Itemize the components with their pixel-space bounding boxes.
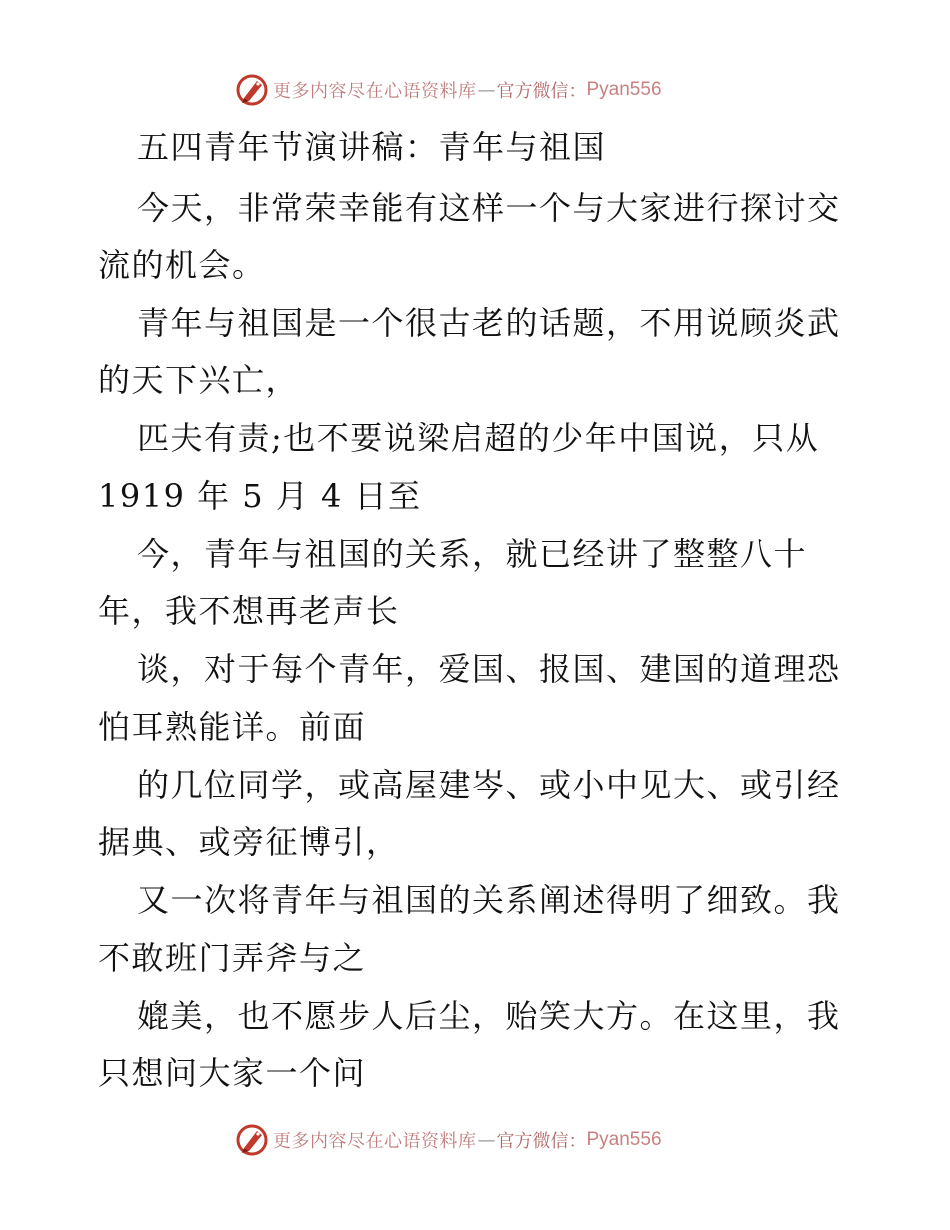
- banner-wechat-label: 官方微信：: [496, 1131, 587, 1152]
- paragraph-line: 又一次将青年与祖国的关系阐述得明了细致。我: [137, 881, 841, 919]
- paragraph-line: 匹夫有责;也不要说梁启超的少年中国说，只从: [137, 419, 820, 457]
- paragraph-line: 谈，对于每个青年，爱国、报国、建国的道理恐: [137, 650, 841, 688]
- banner-dash: —: [477, 1129, 496, 1151]
- paragraph-line: 媲美，也不愿步人后尘，贻笑大方。在这里，我: [137, 997, 841, 1035]
- banner-dash: —: [477, 79, 496, 101]
- banner-site-text: 更多内容尽在心语资料库: [273, 1131, 477, 1152]
- paragraph-line: 的天下兴亡，: [98, 361, 300, 399]
- banner-site-text: 更多内容尽在心语资料库: [273, 81, 477, 102]
- paragraph-line: 年，我不想再老声长: [98, 592, 400, 630]
- pen-logo-icon: [235, 1123, 269, 1157]
- banner-wechat-label: 官方微信：: [496, 81, 587, 102]
- paragraph-line: 今天，非常荣幸能有这样一个与大家进行探讨交: [137, 189, 841, 227]
- header-watermark-banner: [235, 73, 662, 107]
- paragraph-line: 1919 年 5 月 4 日至: [98, 477, 422, 515]
- banner-wechat-id: Pyan556: [586, 79, 662, 100]
- document-title: 五四青年节演讲稿：青年与祖国: [137, 128, 607, 166]
- pen-logo-icon: [235, 73, 269, 107]
- paragraph-line: 怕耳熟能详。前面: [98, 708, 367, 746]
- paragraph-line: 青年与祖国是一个很古老的话题，不用说顾炎武: [137, 304, 841, 342]
- paragraph-line: 流的机会。: [98, 246, 266, 284]
- paragraph-line: 只想问大家一个问: [98, 1054, 367, 1092]
- paragraph-line: 据典、或旁征博引，: [98, 823, 400, 861]
- banner-wechat-id: Pyan556: [586, 1129, 662, 1150]
- paragraph-line: 今，青年与祖国的关系，就已经讲了整整八十: [137, 535, 808, 573]
- paragraph-line: 不敢班门弄斧与之: [98, 939, 367, 977]
- footer-watermark-banner: [235, 1123, 662, 1157]
- paragraph-line: 的几位同学，或高屋建岑、或小中见大、或引经: [137, 766, 841, 804]
